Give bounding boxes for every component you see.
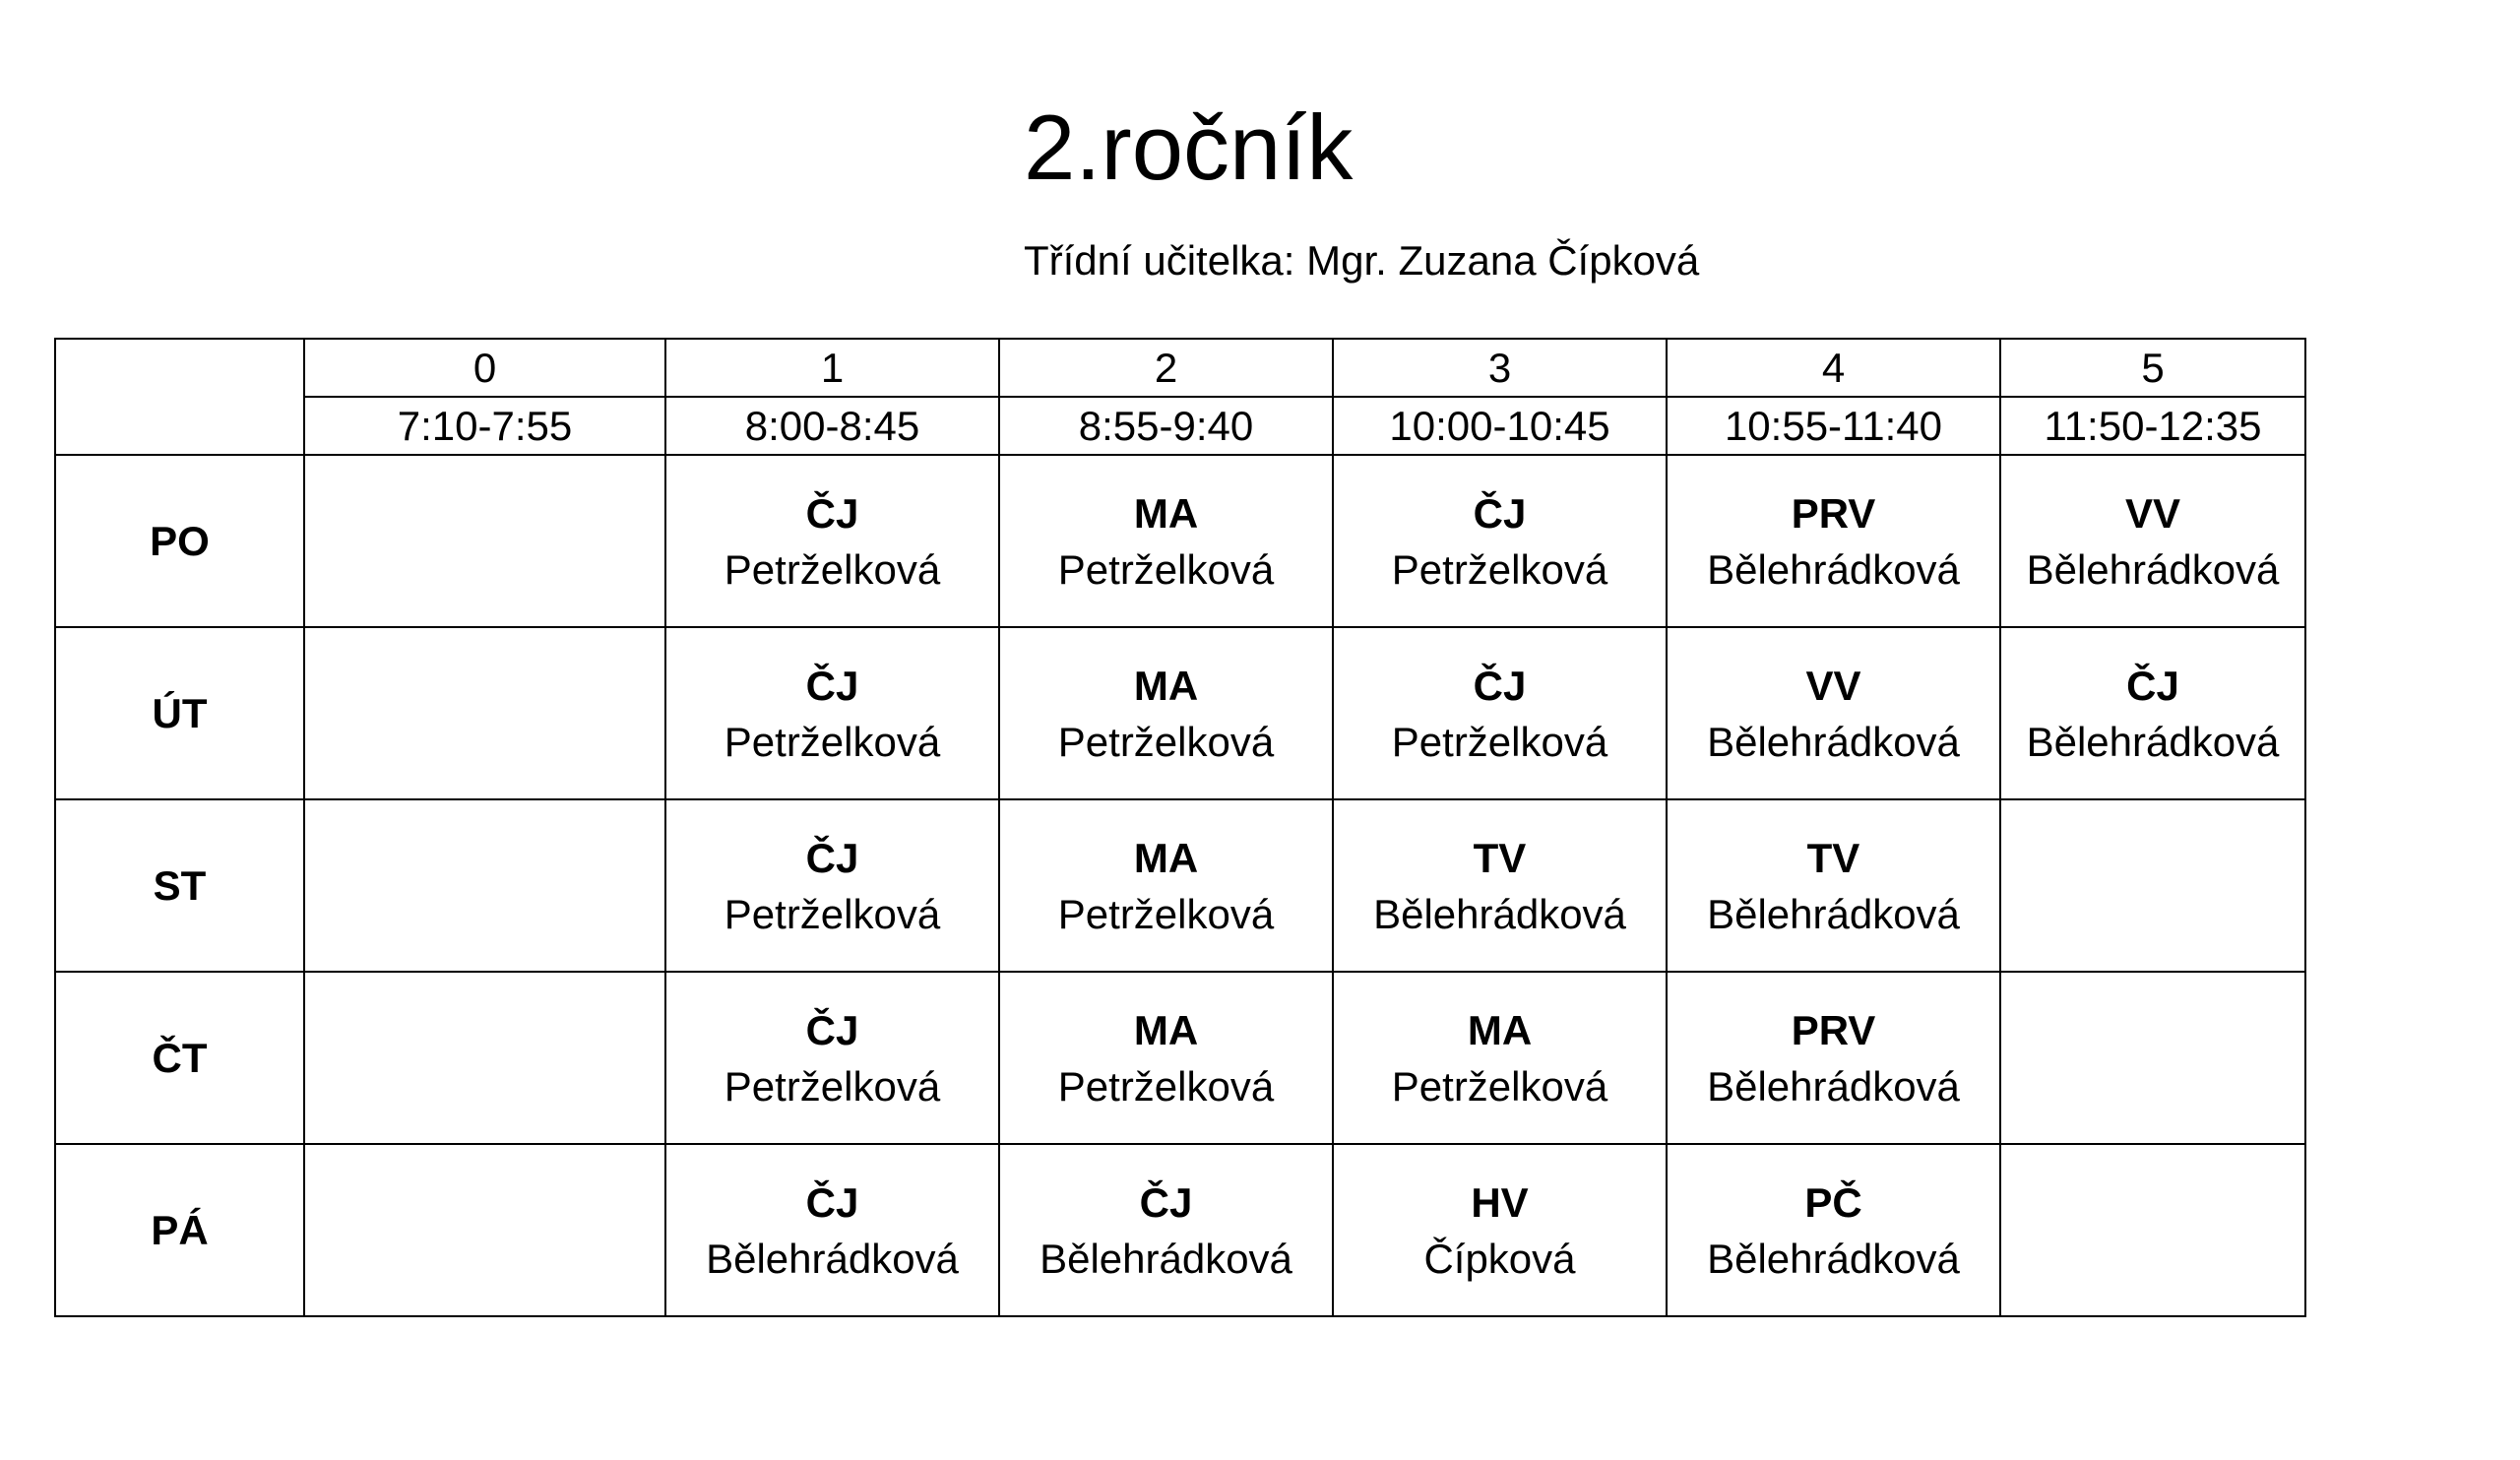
lesson-subject: MA bbox=[1133, 834, 1199, 881]
lesson-cell bbox=[1667, 799, 2000, 972]
page-title: 2.ročník bbox=[1024, 95, 1354, 199]
lesson-subject: MA bbox=[1133, 1006, 1199, 1053]
lesson-cell bbox=[1667, 455, 2000, 627]
lesson-teacher: Bělehrádková bbox=[1707, 1062, 1960, 1110]
lesson-cell bbox=[999, 799, 1333, 972]
lesson-cell bbox=[999, 1144, 1333, 1316]
lesson-subject: PRV bbox=[1791, 489, 1876, 537]
corner-cell bbox=[55, 339, 304, 455]
lesson-subject: MA bbox=[1133, 489, 1199, 537]
lesson-cell bbox=[1333, 455, 1667, 627]
lesson-cell bbox=[1333, 627, 1667, 799]
lesson-teacher: Petrželková bbox=[724, 545, 941, 593]
lesson-cell bbox=[2000, 1144, 2305, 1316]
period-time-row bbox=[55, 397, 2305, 455]
lesson-cell bbox=[2000, 799, 2305, 972]
day-row bbox=[55, 972, 2305, 1144]
lesson-teacher: Petrželková bbox=[1391, 1062, 1608, 1110]
lesson-teacher: Bělehrádková bbox=[2026, 718, 2280, 765]
lesson-subject: ČJ bbox=[805, 834, 859, 881]
lesson-teacher: Petrželková bbox=[1057, 890, 1275, 937]
lesson-teacher: Petrželková bbox=[1057, 1062, 1275, 1110]
period-number: 1 bbox=[665, 339, 999, 397]
lesson-teacher: Bělehrádková bbox=[1373, 890, 1626, 937]
lesson-teacher: Čípková bbox=[1423, 1235, 1576, 1282]
period-number: 3 bbox=[1333, 339, 1667, 397]
period-time: 8:55-9:40 bbox=[999, 397, 1333, 455]
period-time: 10:00-10:45 bbox=[1333, 397, 1667, 455]
day-label: PO bbox=[55, 455, 304, 627]
lesson-subject: ČJ bbox=[2126, 662, 2179, 709]
lesson-teacher: Petrželková bbox=[1391, 545, 1608, 593]
lesson-cell bbox=[999, 455, 1333, 627]
lesson-teacher: Petrželková bbox=[1057, 718, 1275, 765]
lesson-subject: ČJ bbox=[805, 662, 859, 709]
lesson-cell bbox=[304, 1144, 665, 1316]
lesson-subject: TV bbox=[1806, 834, 1860, 881]
lesson-teacher: Bělehrádková bbox=[1707, 545, 1960, 593]
lesson-teacher: Petrželková bbox=[1057, 545, 1275, 593]
day-row bbox=[55, 627, 2305, 799]
lesson-cell bbox=[304, 627, 665, 799]
class-teacher-label: Třídní učitelka: Mgr. Zuzana Čípková bbox=[1024, 237, 1700, 284]
lesson-cell bbox=[665, 799, 999, 972]
timetable bbox=[54, 338, 2306, 1317]
lesson-teacher: Petrželková bbox=[724, 1062, 941, 1110]
lesson-subject: PRV bbox=[1791, 1006, 1876, 1053]
lesson-cell bbox=[2000, 972, 2305, 1144]
lesson-subject: ČJ bbox=[1139, 1178, 1193, 1226]
lesson-cell bbox=[2000, 627, 2305, 799]
lesson-subject: VV bbox=[2124, 489, 2181, 537]
period-time: 10:55-11:40 bbox=[1667, 397, 2000, 455]
lesson-subject: MA bbox=[1133, 662, 1199, 709]
lesson-cell bbox=[665, 455, 999, 627]
day-row bbox=[55, 455, 2305, 627]
lesson-cell bbox=[665, 627, 999, 799]
period-time: 11:50-12:35 bbox=[2000, 397, 2305, 455]
lesson-teacher: Petrželková bbox=[724, 718, 941, 765]
period-number: 4 bbox=[1667, 339, 2000, 397]
lesson-cell bbox=[2000, 455, 2305, 627]
period-number: 2 bbox=[999, 339, 1333, 397]
period-number: 0 bbox=[304, 339, 665, 397]
day-label: PÁ bbox=[55, 1144, 304, 1316]
lesson-cell bbox=[665, 1144, 999, 1316]
lesson-teacher: Bělehrádková bbox=[1707, 1235, 1960, 1282]
lesson-subject: PČ bbox=[1804, 1178, 1862, 1226]
lesson-teacher: Bělehrádková bbox=[706, 1235, 959, 1282]
lesson-teacher: Bělehrádková bbox=[1707, 890, 1960, 937]
period-time: 8:00-8:45 bbox=[665, 397, 999, 455]
lesson-subject: ČJ bbox=[805, 489, 859, 537]
period-number: 5 bbox=[2000, 339, 2305, 397]
lesson-teacher: Bělehrádková bbox=[1040, 1235, 1292, 1282]
period-time: 7:10-7:55 bbox=[304, 397, 665, 455]
lesson-subject: ČJ bbox=[1473, 662, 1527, 709]
lesson-cell bbox=[999, 627, 1333, 799]
lesson-cell bbox=[304, 799, 665, 972]
lesson-cell bbox=[1667, 972, 2000, 1144]
day-row bbox=[55, 799, 2305, 972]
lesson-cell bbox=[999, 972, 1333, 1144]
lesson-cell bbox=[304, 972, 665, 1144]
lesson-subject: ČJ bbox=[1473, 489, 1527, 537]
day-label: ST bbox=[55, 799, 304, 972]
day-label: ÚT bbox=[55, 627, 304, 799]
period-number-row bbox=[55, 339, 2305, 397]
lesson-cell bbox=[1333, 972, 1667, 1144]
day-label: ČT bbox=[55, 972, 304, 1144]
lesson-teacher: Petrželková bbox=[724, 890, 941, 937]
lesson-subject: TV bbox=[1473, 834, 1527, 881]
lesson-cell bbox=[1333, 799, 1667, 972]
lesson-cell bbox=[1667, 1144, 2000, 1316]
lesson-subject: ČJ bbox=[805, 1006, 859, 1053]
lesson-subject: HV bbox=[1471, 1178, 1529, 1226]
lesson-cell bbox=[665, 972, 999, 1144]
lesson-subject: VV bbox=[1805, 662, 1861, 709]
lesson-cell bbox=[304, 455, 665, 627]
lesson-teacher: Petrželková bbox=[1391, 718, 1608, 765]
lesson-subject: ČJ bbox=[805, 1178, 859, 1226]
lesson-cell bbox=[1333, 1144, 1667, 1316]
lesson-cell bbox=[1667, 627, 2000, 799]
lesson-teacher: Bělehrádková bbox=[2026, 545, 2280, 593]
lesson-teacher: Bělehrádková bbox=[1707, 718, 1960, 765]
day-row bbox=[55, 1144, 2305, 1316]
lesson-subject: MA bbox=[1467, 1006, 1533, 1053]
